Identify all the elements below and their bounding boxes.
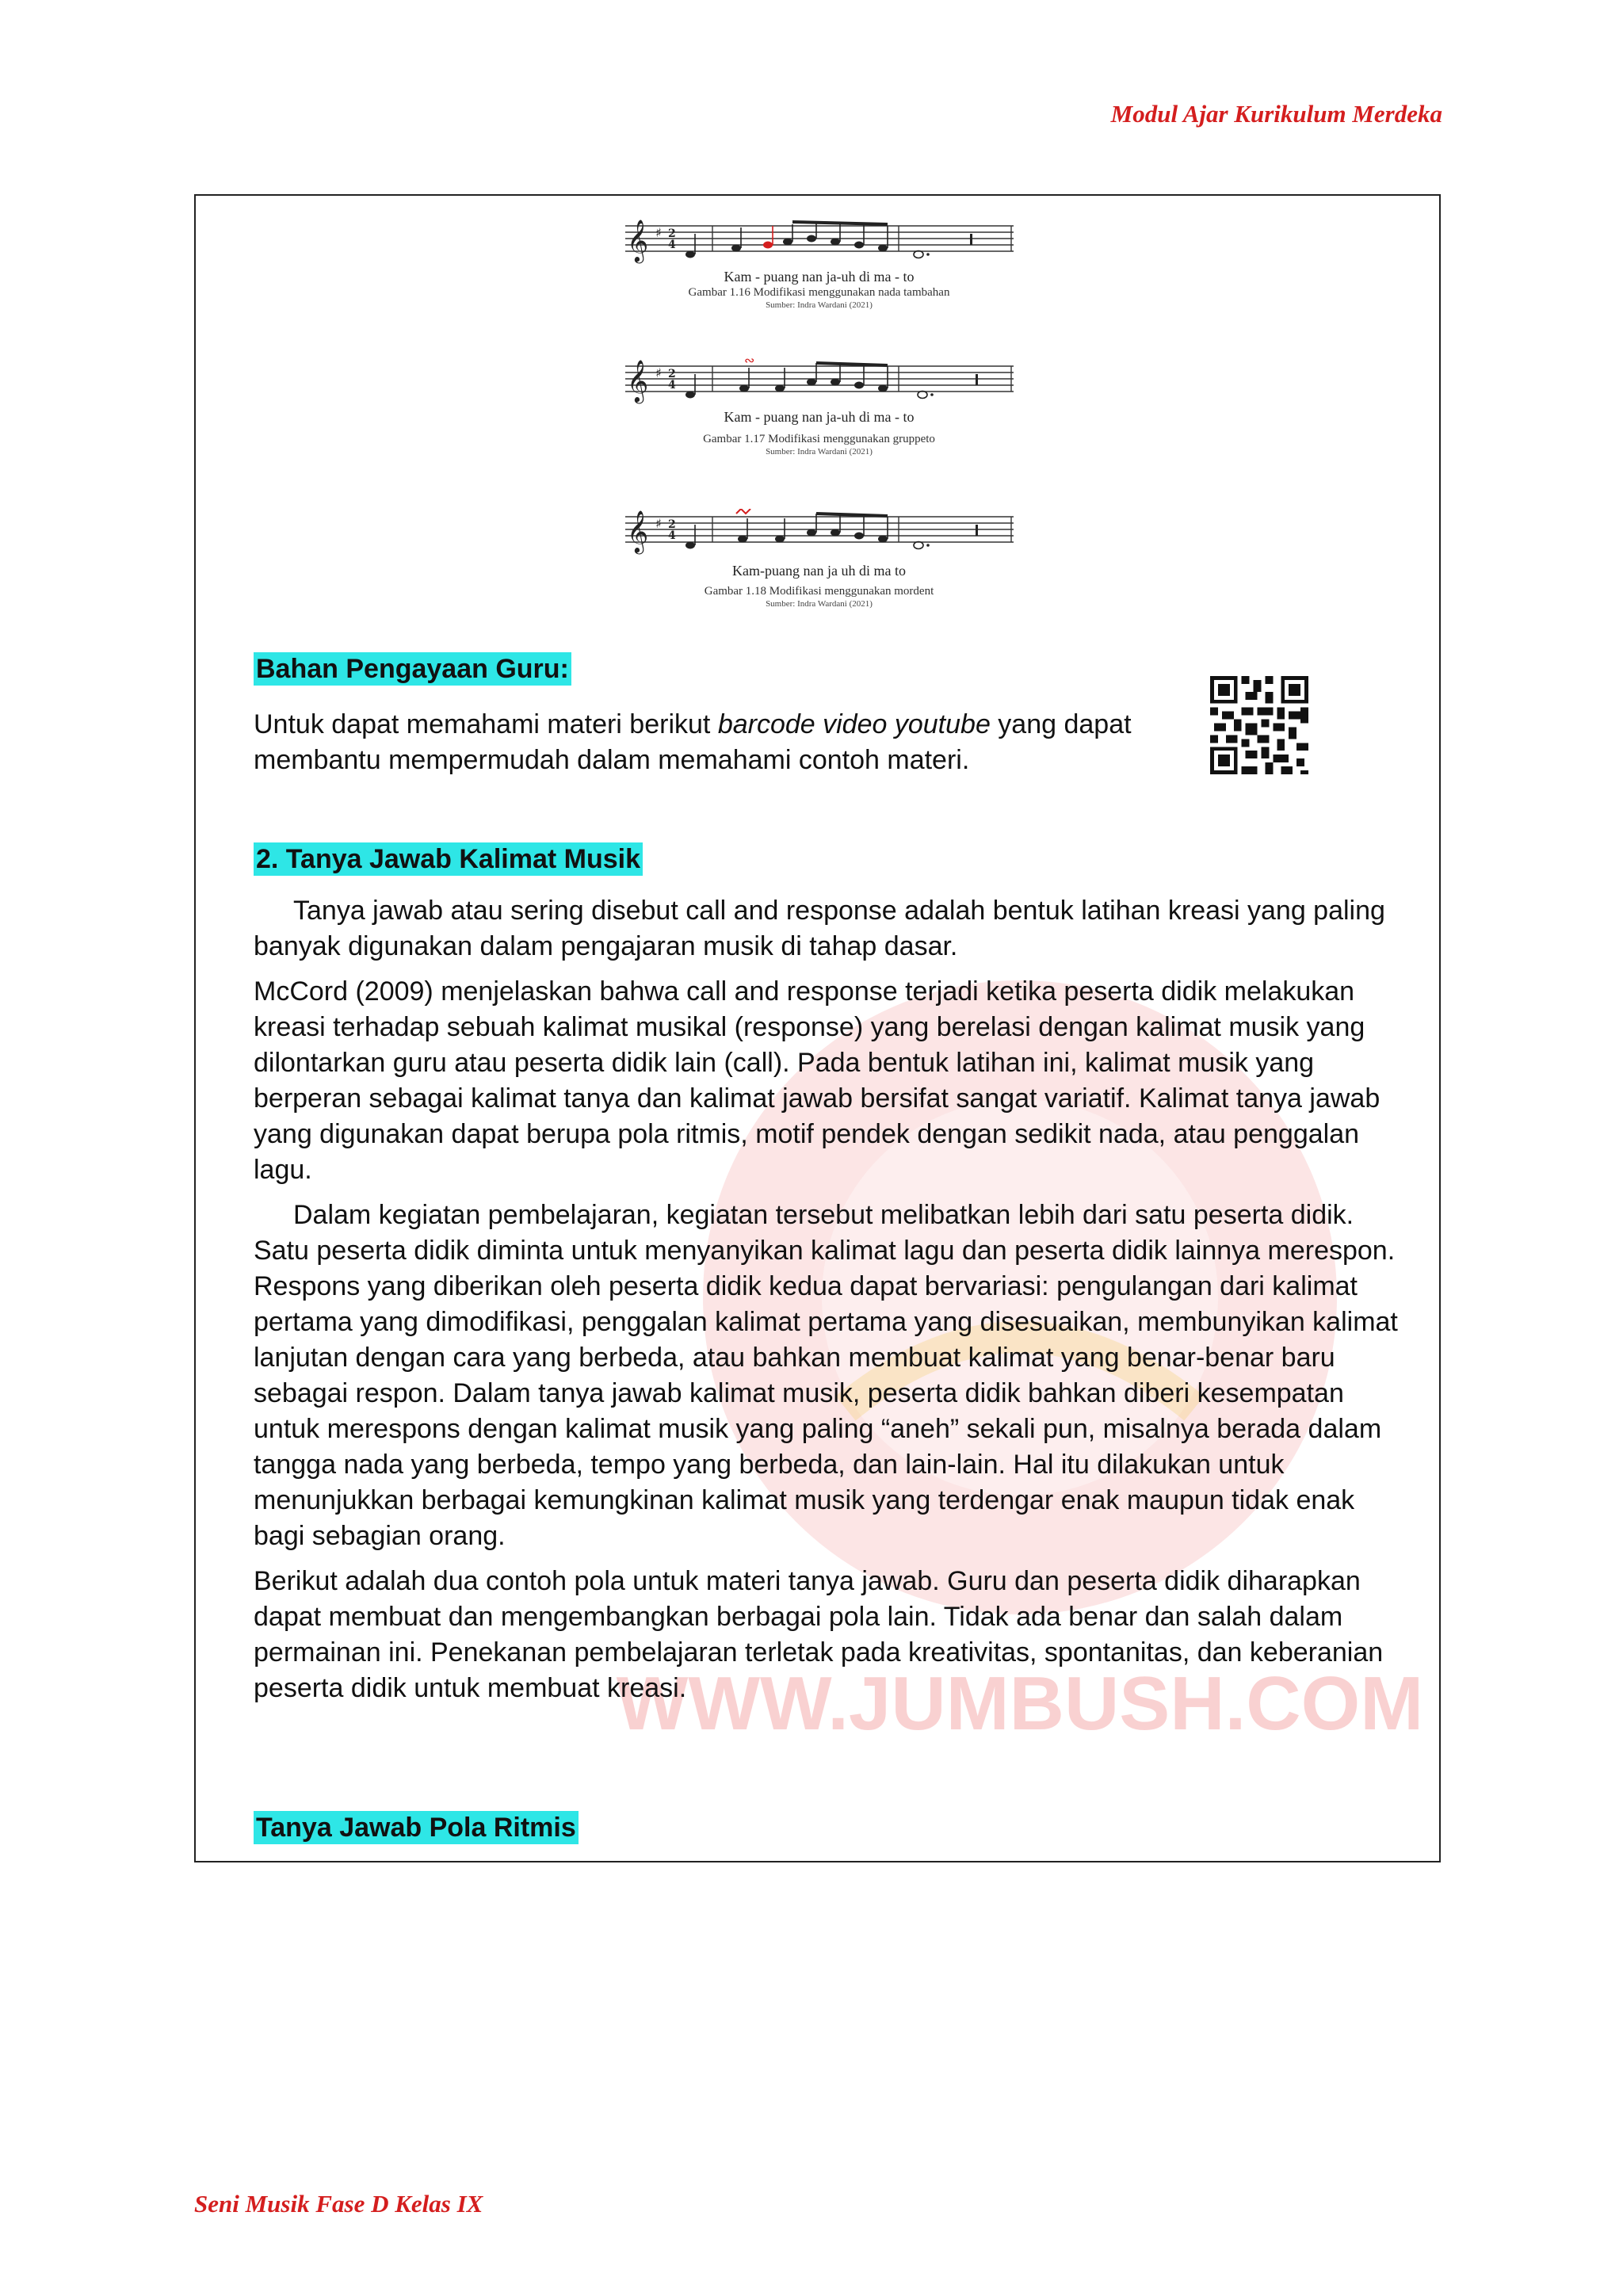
music-staff-2 bbox=[617, 358, 1022, 407]
figure-2-lyrics: Kam - puang nan ja-uh di ma - to bbox=[724, 409, 915, 425]
svg-text:4: 4 bbox=[667, 239, 676, 251]
section-3-heading bbox=[254, 1813, 579, 1843]
svg-text:2: 2 bbox=[667, 368, 676, 380]
page-header-title: Modul Ajar Kurikulum Merdeka bbox=[1110, 100, 1442, 128]
guru-text-italic: barcode video youtube bbox=[717, 709, 991, 739]
svg-text:𝄞: 𝄞 bbox=[626, 510, 648, 552]
section-2-heading-text: 2. Tanya Jawab Kalimat Musik bbox=[254, 842, 643, 876]
watermark-text: WWW.JUMBUSH.COM bbox=[616, 1661, 1424, 1746]
section-2-paragraph-1: Tanya jawab atau sering disebut call and response adalah bentuk latihan kreasi yang paling banyak digunakan dalam pengajaran musik di tahap dasar. bbox=[254, 896, 1385, 961]
svg-text:𝄞: 𝄞 bbox=[626, 219, 648, 262]
section-guru-heading bbox=[254, 654, 571, 685]
section-guru-text bbox=[254, 707, 1157, 778]
figure-1-caption: Gambar 1.16 Modifikasi menggunakan nada tambahan bbox=[688, 286, 950, 299]
section-2-paragraph-4: Berikut adalah dua contoh pola untuk materi tanya jawab. Guru dan peserta didik diharapkan dapat membuat dan mengembangkan berbagai pola lain. Tidak ada benar dan salah dalam permainan ini. Penekanan pembelajaran terletak pada kreativitas, spontanitas, dan keberanian peserta didik untuk membuat kreasi. bbox=[254, 1566, 1384, 1703]
qr-code-icon[interactable] bbox=[1210, 676, 1308, 774]
figure-1-lyrics: Kam - puang nan ja-uh di ma - to bbox=[724, 269, 915, 285]
page-footer-title: Seni Musik Fase D Kelas IX bbox=[194, 2190, 483, 2218]
svg-text:♯: ♯ bbox=[655, 225, 662, 240]
section-2-paragraph-2: McCord (2009) menjelaskan bahwa call and response terjadi ketika peserta didik melakukan kreasi terhadap sebuah kalimat musikal (response) yang berelasi dengan kalimat musik yang dilontarkan guru atau peserta didik lain (call). Pada bentuk latihan ini, kalimat musik yang berperan sebagai kalimat tanya dan kalimat jawab bersifat sangat variatif. Kalimat tanya jawab yang digunakan dapat berupa pola ritmis, motif pendek dengan sedikit nada, atau penggalan lagu. bbox=[254, 976, 1381, 1185]
svg-text:∾: ∾ bbox=[743, 358, 754, 368]
svg-text:♯: ♯ bbox=[655, 516, 662, 531]
content-frame bbox=[194, 194, 1441, 1862]
svg-text:4: 4 bbox=[667, 529, 676, 542]
figure-3-caption: Gambar 1.18 Modifikasi menggunakan mordent bbox=[704, 585, 934, 598]
svg-text:𝄞: 𝄞 bbox=[626, 359, 648, 402]
guru-text-before: Untuk dapat memahami materi berikut bbox=[254, 709, 718, 739]
svg-text:2: 2 bbox=[667, 518, 676, 531]
svg-text:♯: ♯ bbox=[655, 365, 662, 380]
svg-text:2: 2 bbox=[667, 227, 676, 240]
figure-2-caption: Gambar 1.17 Modifikasi menggunakan gruppeto bbox=[703, 433, 935, 445]
figure-3-lyrics: Kam-puang nan ja uh di ma to bbox=[732, 563, 906, 579]
svg-text:4: 4 bbox=[667, 379, 676, 392]
music-staff-3 bbox=[617, 509, 1022, 558]
figure-2-source: Sumber: Indra Wardani (2021) bbox=[766, 447, 873, 457]
music-staff-1 bbox=[617, 218, 1022, 267]
figure-3 bbox=[196, 509, 1442, 609]
figure-3-source: Sumber: Indra Wardani (2021) bbox=[766, 599, 873, 609]
section-3-heading-text: Tanya Jawab Pola Ritmis bbox=[254, 1811, 579, 1844]
figure-1-source: Sumber: Indra Wardani (2021) bbox=[766, 300, 873, 310]
figure-2 bbox=[196, 358, 1442, 457]
figure-1 bbox=[196, 218, 1442, 311]
guru-text-after: yang dapat membantu mempermudah dalam memahami contoh materi. bbox=[254, 709, 1132, 775]
section-2-heading bbox=[254, 844, 643, 875]
section-2-body bbox=[254, 893, 1403, 1706]
section-2-paragraph-3: Dalam kegiatan pembelajaran, kegiatan tersebut melibatkan lebih dari satu peserta didik. Satu peserta didik diminta untuk menyanyikan kalimat lagu dan peserta didik lainnya merespon. Respons yang diberikan oleh peserta didik kedua dapat bervariasi: pengulangan dari kalimat pertama yang dimodifikasi, penggalan kalimat pertama yang disesuaikan, membunyikan kalimat lanjutan dengan cara yang berbeda, atau bahkan membuat kalimat yang benar-benar baru sebagai respon. Dalam tanya jawab kalimat musik, peserta didik bahkan diberi kesempatan untuk merespons dengan kalimat musik yang paling “aneh” sekali pun, misalnya berada dalam tangga nada yang berbeda, tempo yang berbeda, dan lain-lain. Hal itu dilakukan untuk menunjukkan berbagai kemungkinan kalimat musik yang terdengar enak maupun tidak enak bagi sebagian orang. bbox=[254, 1200, 1398, 1551]
section-guru-heading-text: Bahan Pengayaan Guru: bbox=[254, 652, 571, 686]
